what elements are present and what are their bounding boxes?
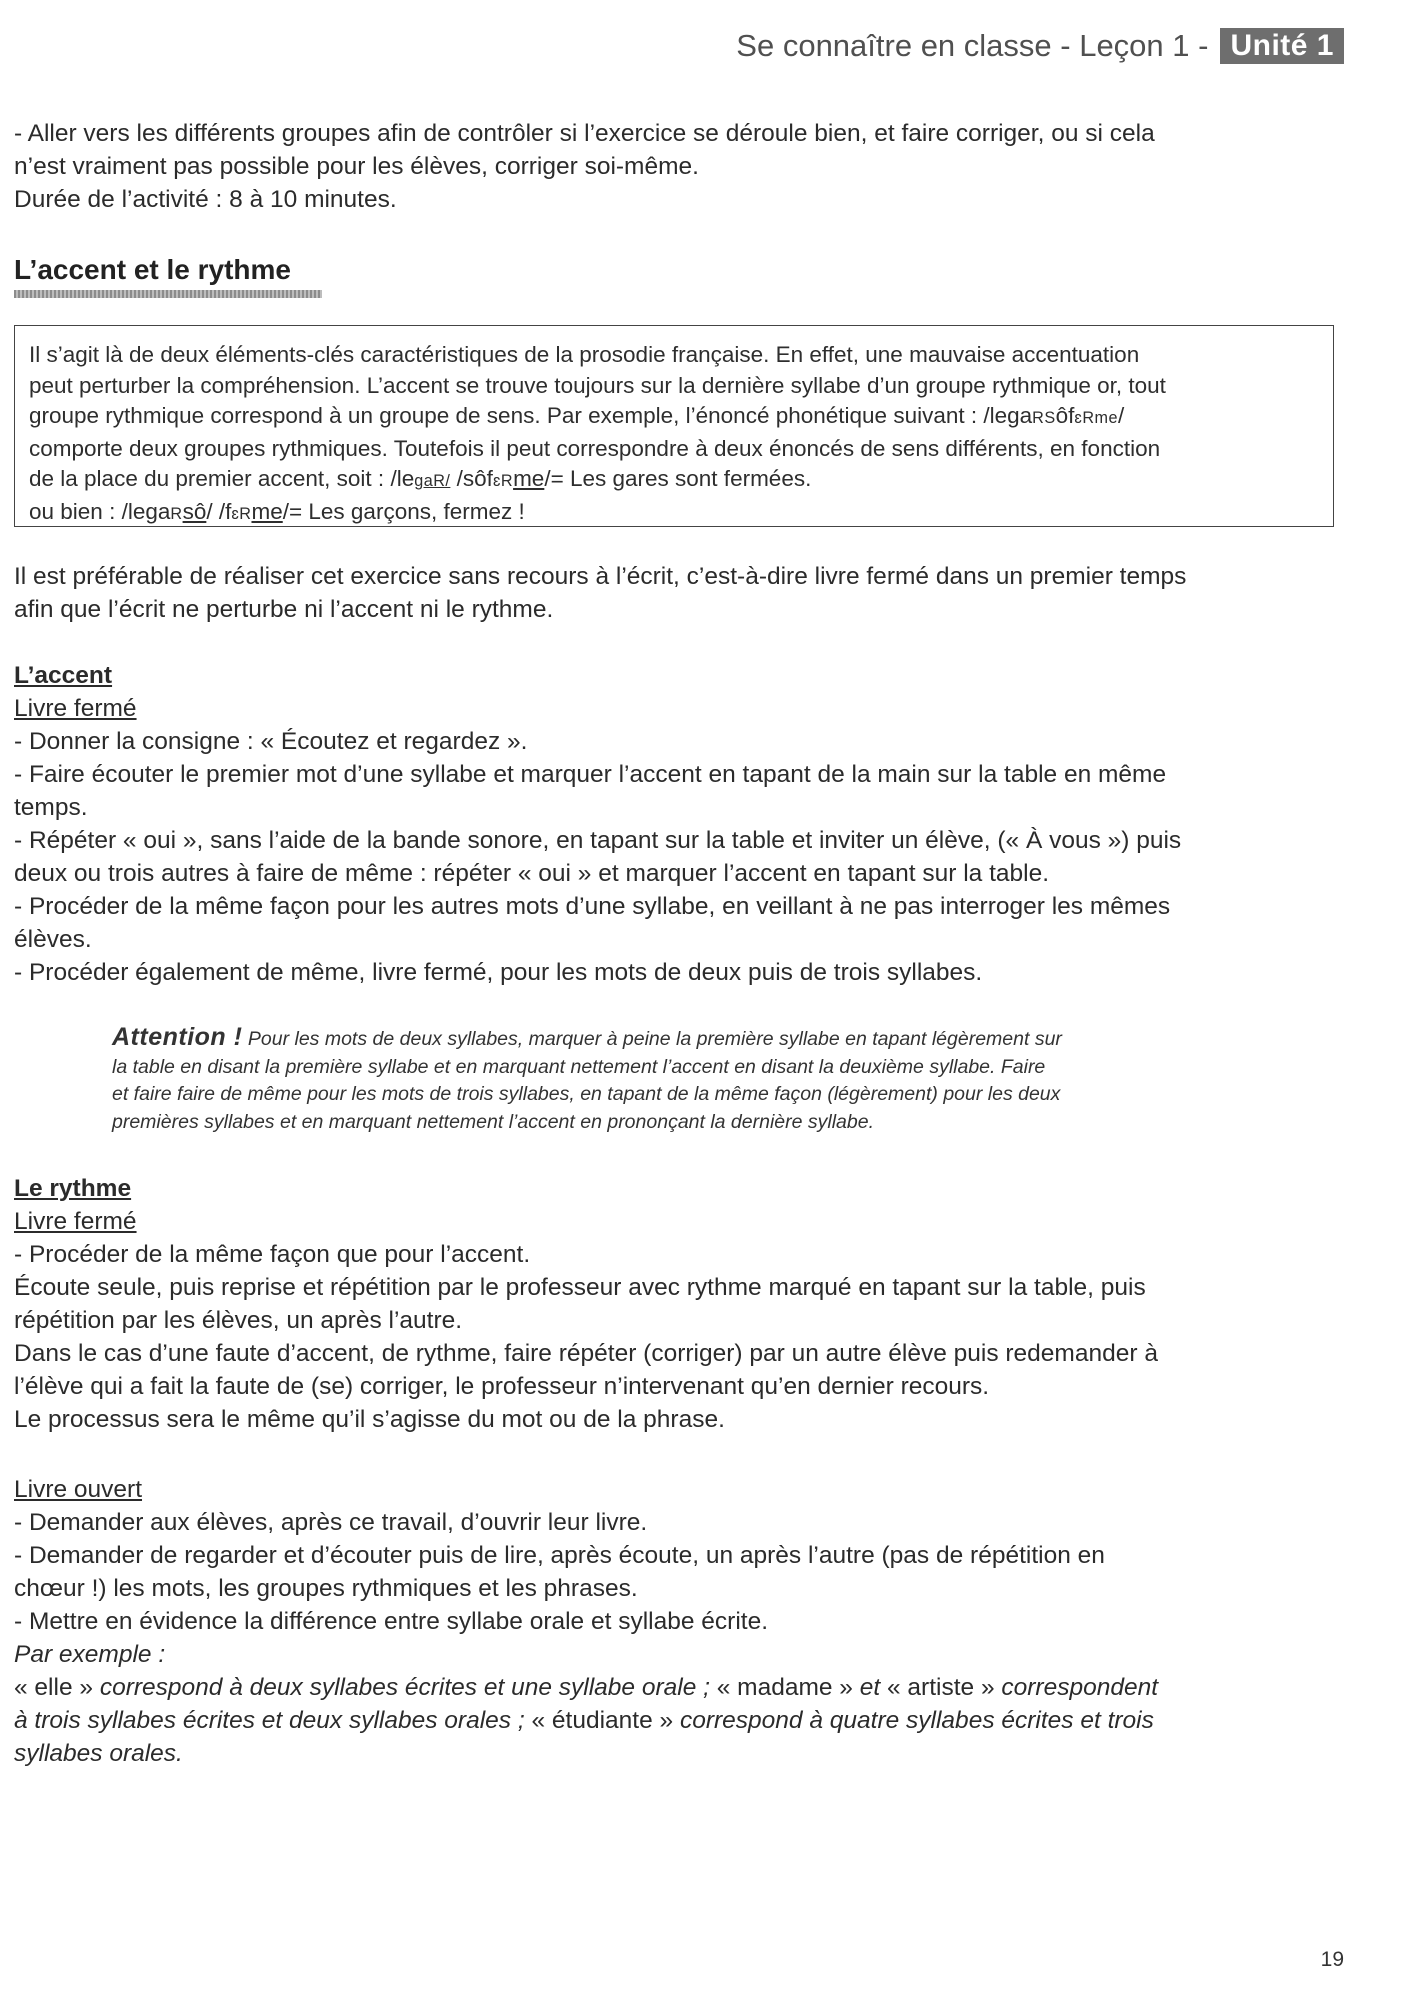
ouvert-subheading: Livre ouvert (14, 1476, 143, 1503)
text-line: l’élève qui a fait la faute de (se) corriger, le professeur n’intervenant qu’en dernier recours. (14, 1373, 990, 1400)
text-line: - Faire écouter le premier mot d’une syllabe et marquer l’accent en tapant de la main sur la table en même (14, 761, 1167, 788)
text-line: Dans le cas d’une faute d’accent, de rythme, faire répéter (corriger) par un autre élève puis redemander à (14, 1340, 1158, 1367)
rythme-heading: Le rythme (14, 1175, 132, 1202)
text-line: - Donner la consigne : « Écoutez et regardez ». (14, 728, 528, 755)
example-line: « elle » correspond à deux syllabes écrites et une syllabe orale ; « madame » et « artiste » correspondent (14, 1674, 1159, 1701)
info-box (14, 325, 1334, 527)
text-line: Écoute seule, puis reprise et répétition par le professeur avec rythme marqué en tapant sur la table, puis (14, 1274, 1146, 1301)
text-line: temps. (14, 794, 88, 821)
box-line: Il s’agit là de deux éléments-clés caractéristiques de la prosodie française. En effet, une mauvaise accentuation (29, 342, 1140, 367)
box-line: comporte deux groupes rythmiques. Toutefois il peut correspondre à deux énoncés de sens différents, en fonction (29, 435, 1161, 461)
text-line: - Aller vers les différents groupes afin de contrôler si l’exercice se déroule bien, et faire corriger, ou si cela (14, 120, 1155, 147)
text-line: chœur !) les mots, les groupes rythmiques et les phrases. (14, 1575, 638, 1602)
example-line: syllabes orales. (14, 1740, 183, 1767)
attention-line: la table en disant la première syllabe et en marquant nettement l’accent en disant la deuxième syllabe. Faire (112, 1055, 1046, 1078)
livre-ouvert-section (14, 1473, 1344, 1770)
box-line: ou bien : /legaRsô/ /fɛRme/= Les garçons, fermez ! (29, 498, 525, 524)
header-title: Se connaître en classe - Leçon 1 - (736, 28, 1209, 63)
preference-paragraph (14, 560, 1344, 626)
box-line: peut perturber la compréhension. L’accent se trouve toujours sur la dernière syllabe d’un groupe rythmique or, tout (29, 372, 1166, 398)
unit-badge: Unité 1 (1220, 28, 1344, 64)
page-number: 19 (1320, 1948, 1344, 1971)
intro-paragraph (14, 117, 1344, 216)
attention-line: et faire faire de même pour les mots de trois syllabes, en tapant de la même façon (légèrement) pour les deux (112, 1083, 1061, 1105)
text-line: - Répéter « oui », sans l’aide de la bande sonore, en tapant sur la table et inviter un élève, (« À vous ») puis (14, 827, 1182, 854)
text-line: répétition par les élèves, un après l’autre. (14, 1307, 463, 1334)
attention-label: Attention ! (112, 1023, 243, 1051)
accent-heading: L’accent (14, 662, 113, 689)
box-line: groupe rythmique correspond à un groupe de sens. Par exemple, l’énoncé phonétique suivant : /legaRSôfɛRme/ (29, 403, 1125, 428)
example-line: à trois syllabes écrites et deux syllabes orales ; « étudiante » correspond à quatre syllabes écrites et trois (14, 1707, 1154, 1734)
text-line: Durée de l’activité : 8 à 10 minutes. (14, 186, 397, 213)
text-line: afin que l’écrit ne perturbe ni l’accent ni le rythme. (14, 596, 554, 623)
accent-subheading: Livre fermé (14, 695, 137, 722)
text-line: n’est vraiment pas possible pour les élèves, corriger soi-même. (14, 153, 699, 180)
attention-note (112, 1024, 1242, 1136)
box-line: de la place du premier accent, soit : /legaR/ /sôfɛRme/= Les gares sont fermées. (29, 466, 812, 491)
text-line: élèves. (14, 926, 92, 953)
section-title: L’accent et le rythme (14, 254, 292, 285)
text-line: - Demander aux élèves, après ce travail, d’ouvrir leur livre. (14, 1509, 648, 1536)
text-line: - Procéder de la même façon que pour l’accent. (14, 1241, 531, 1268)
section-title-bar (14, 290, 322, 298)
rythme-section (14, 1172, 1344, 1436)
text-line: - Procéder également de même, livre fermé, pour les mots de deux puis de trois syllabes. (14, 959, 983, 986)
text-line: - Mettre en évidence la différence entre syllabe orale et syllabe écrite. (14, 1608, 769, 1635)
text-line: Il est préférable de réaliser cet exercice sans recours à l’écrit, c’est-à-dire livre fermé dans un premier temps (14, 563, 1187, 590)
page-header (736, 28, 1344, 64)
accent-section (14, 659, 1344, 989)
attention-line: premières syllabes et en marquant nettement l’accent en prononçant la dernière syllabe. (112, 1110, 875, 1133)
attention-line: Attention ! Pour les mots de deux syllabes, marquer à peine la première syllabe en tapant légèrement sur (112, 1023, 1062, 1051)
text-line: deux ou trois autres à faire de même : répéter « oui » et marquer l’accent en tapant sur la table. (14, 860, 1050, 887)
text-line: - Demander de regarder et d’écouter puis de lire, après écoute, un après l’autre (pas de répétition en (14, 1542, 1105, 1569)
text-line: - Procéder de la même façon pour les autres mots d’une syllabe, en veillant à ne pas interroger les mêmes (14, 893, 1171, 920)
text-line: Le processus sera le même qu’il s’agisse du mot ou de la phrase. (14, 1406, 725, 1433)
example-label: Par exemple : (14, 1641, 166, 1668)
rythme-subheading: Livre fermé (14, 1208, 137, 1235)
